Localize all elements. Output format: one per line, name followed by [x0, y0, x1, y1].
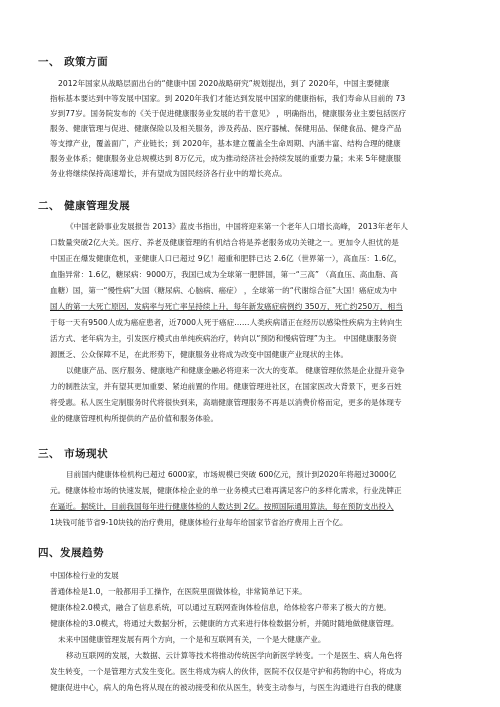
paragraph-line: 血脂异常：1.6亿，糖尿病：9000万，我国已成为全球第一肥胖国，第一“三高” （高血压、高血脂、高: [50, 270, 398, 279]
paragraph-line: 《中国老龄事业发展报告 2013》蓝皮书指出，中国将迎来第一个老年人口增长高峰， 2013年老年人: [66, 222, 409, 231]
paragraph-line: 血糖）国，第一“慢性病”大国（糖尿病、心脑病、癌症） ，全球第一的“代谢综合征”大国！癌症成为中: [50, 286, 398, 295]
paragraph-line-underlined: 在逼近。据统计，目前我国每年进行健康体检的人数达到 2亿。按照国际通用算法，每在预防支出投入: [50, 502, 394, 511]
paragraph-line: 目前国内健康体检机构已超过 6000家，市场规模已突破 600亿元，预计到2020年将超过3000亿: [66, 470, 397, 479]
paragraph-line: 元。健康体检市场的快速发展，健康体检企业的单一业务模式已难再满足客户的多样化需求，行业洗牌正: [50, 486, 402, 495]
paragraph-line: 发生转变，一个是管理方式发生变化。医生将成为病人的伙伴，医院不仅仅是守护和药物的中心，将成为: [50, 667, 402, 676]
paragraph-line: 将受惠。私人医生定制服务时代将很快到来，高端健康管理服务不再是以消费价格而定，更多的是体现专: [50, 398, 402, 407]
paragraph-line: 指标基本要达到中等发展中国家。到 2020年我们才能达到发展中国家的健康指标，我们寿命从目前的 73: [50, 94, 406, 103]
paragraph-line: 2012年国家从战略层面出台的“健康中国 2020战略研究”规划提出，到了 2020年，中国主要健康: [58, 79, 390, 88]
paragraph-line: 健康体检2.0模式，融合了信息系统，可以通过互联网查询体检信息，给体检客户带来了极大的方便。: [50, 603, 391, 612]
paragraph-line: 于每一天有9500人成为癌症患者，近7000人死于癌症……人类疾病谱正在经历以感染性疾病为主转向生: [50, 318, 403, 327]
paragraph-line: 未来中国健康管理发展有两个方向，一个是和互联网有关，一个是大健康产业。: [58, 635, 326, 644]
paragraph-line: 务业将继续保持高速增长，并有望成为国民经济各行业中的增长亮点。: [50, 169, 287, 178]
paragraph-line: 等支撑产业，覆盖面广，产业链长；到 2020年，基本建立覆盖全生命周期、内涵丰富、结构合理的健康: [50, 139, 401, 148]
paragraph-line: 业的健康管理机构所提供的产品价值和服务体验。: [50, 414, 219, 423]
section-heading-trends: 四、发展趋势: [38, 547, 104, 559]
paragraph-line: 服务、健康管理与促进、健康保险以及相关服务，涉及药品、医疗器械、保健用品、保健食品、健身产品: [50, 124, 402, 133]
paragraph-line: 源匮乏、公众保障不足，在此形势下，健康服务业将成为改变中国健康产业现状的主体。: [50, 350, 349, 359]
paragraph-line: 中国正在爆发健康危机，亚健康人口已超过 9亿！超重和肥胖已达 2.6亿（世界第一），高血压：1.6亿，: [50, 254, 402, 263]
paragraph-line: 普通体检是1.0，一般都用手工操作，在医院里面做体检，非常简单记下来。: [50, 587, 307, 596]
section-heading-policy: 一、 政策方面: [38, 56, 109, 68]
section-heading-health-management: 二、 健康管理发展: [38, 200, 131, 212]
paragraph-line: 健康体检的3.0模式，将通过大数据分析，云健康的方式来进行体检数据分析，并随时随地做健康管理。: [50, 619, 399, 628]
paragraph-line: 口数量突破2亿大关。医疗、养老及健康管理的有机结合将是养老服务成功关键之一。更加令人担忧的是: [50, 238, 399, 247]
paragraph-line: 服务业体系；健康服务业总规模达到 8万亿元，成为推动经济社会持续发展的重要力量；未来 5年健康服: [50, 154, 402, 163]
paragraph-line: 以健康产品、医疗服务、健康地产和健康金融必将迎来一次大的变革。 健康管理依然是企业提升竞争: [66, 366, 405, 375]
subheading: 中国体检行业的发展: [50, 571, 119, 580]
paragraph-line: 活方式、老年病为主，引发医疗模式由单纯疾病治疗，转向以“预防和慢病管理”为主。 中国健康服务资: [50, 334, 397, 343]
paragraph-line: 岁到77岁。国务院发布的《关于促进健康服务业发展的若干意见》 ，明确指出，健康服务业主要包括医疗: [50, 109, 407, 118]
paragraph-line: 1块钱可能节省9-10块钱的治疗费用，健康体检行业每年给国家节省治疗费用上百个亿。: [50, 518, 348, 527]
paragraph-line: 移动互联网的发展，大数据、云计算等技术将推动传统医学向新医学转变。一个是医生、病人角色将: [66, 651, 403, 660]
paragraph-line: 健康促进中心，病人的角色将从现在的被动接受和依从医生，转变主动参与，与医生沟通进行自我的健康: [50, 683, 402, 692]
section-heading-market-status: 三、 市场现状: [38, 448, 109, 460]
paragraph-line: 力的制胜法宝，并有望其更加重要、紧迫前置的作用。健康管理进社区，在国家医改大背景下，更多百姓: [50, 382, 402, 391]
paragraph-line-underlined: 国人的第一大死亡原因，发病率与死亡率呈持续上升，每年新发癌症病例约 350万，死亡约250万，相当: [50, 302, 403, 311]
